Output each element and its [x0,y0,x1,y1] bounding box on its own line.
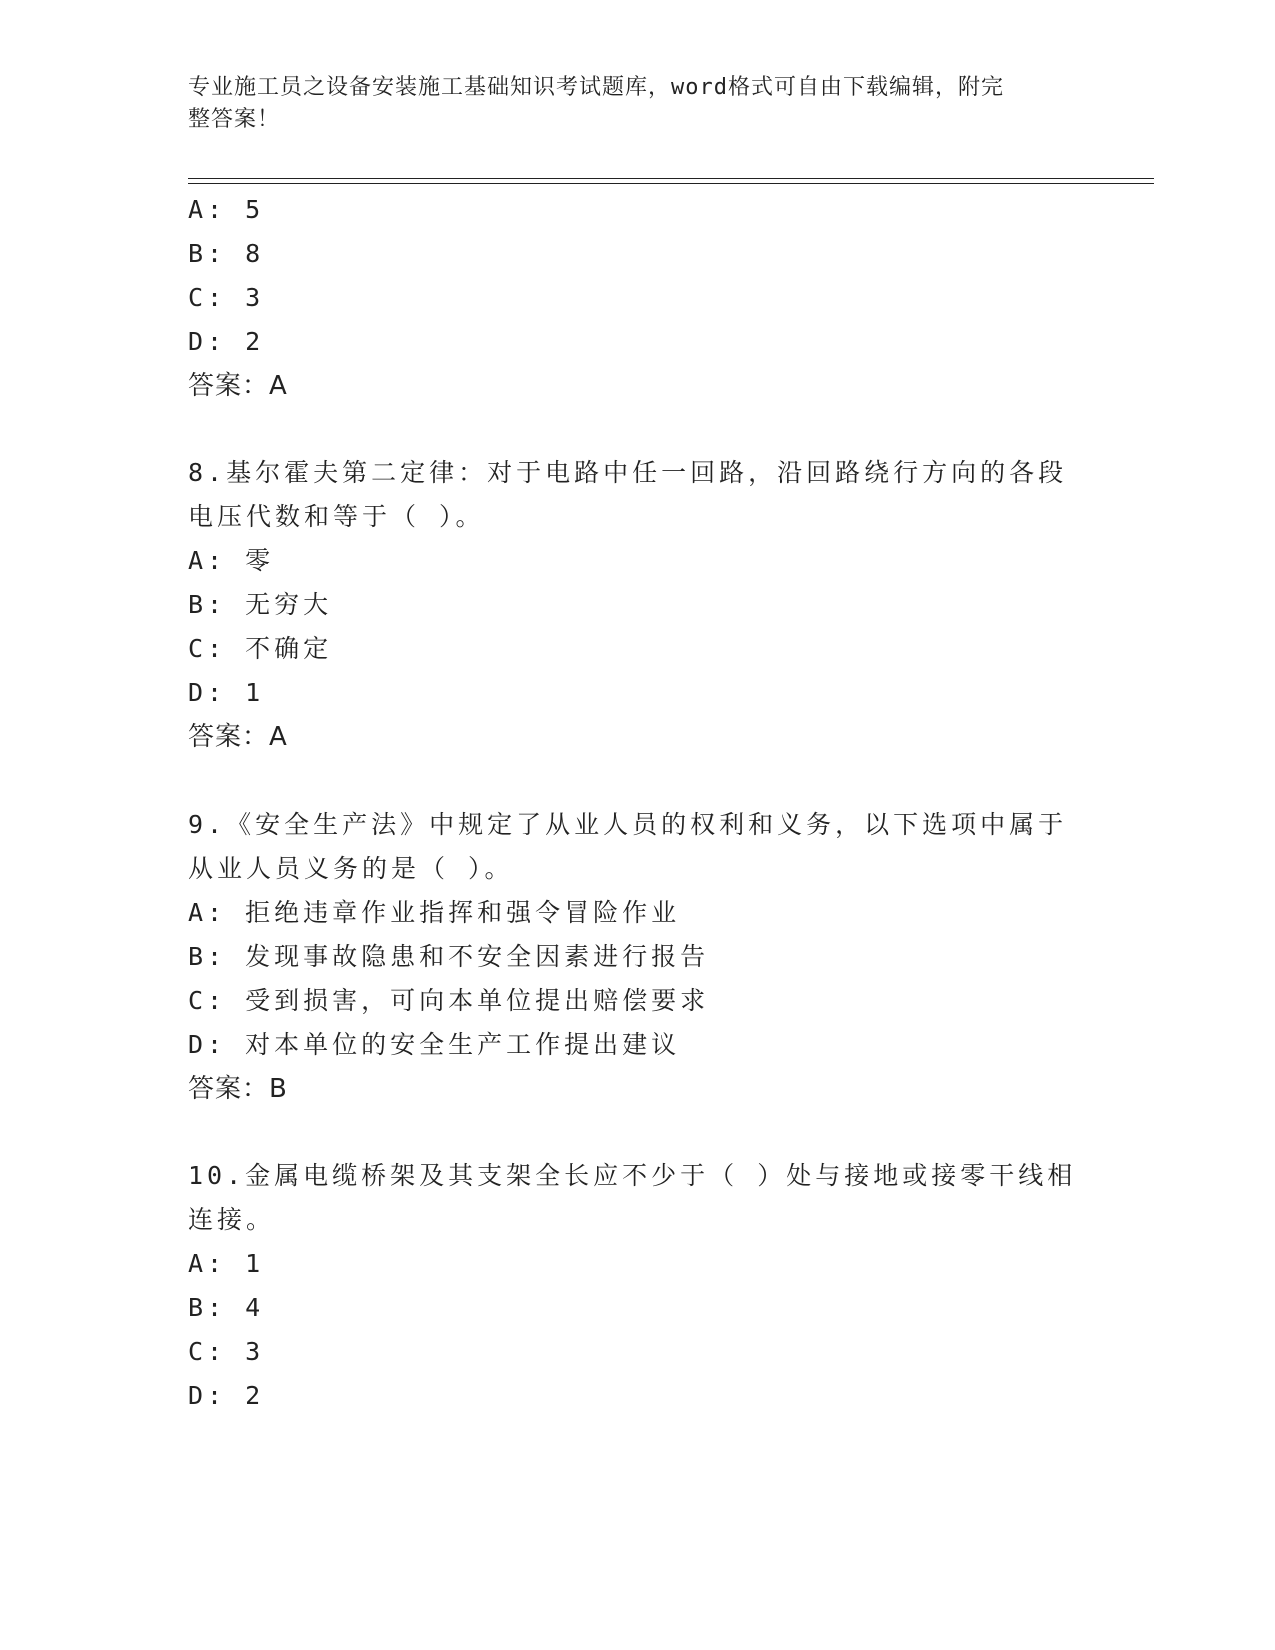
q8-option-c: C: 不确定 [188,634,333,663]
header-line-1: 专业施工员之设备安装施工基础知识考试题库，word格式可自由下载编辑，附完 [188,75,1004,100]
q9-stem-line-1: 9.《安全生产法》中规定了从业人员的权利和义务，以下选项中属于 [188,810,1068,839]
q7-option-c: C: 3 [188,283,265,312]
q7-option-d: D: 2 [188,327,265,356]
q9-option-b: B: 发现事故隐患和不安全因素进行报告 [188,942,710,971]
q9-answer: 答案：B [188,1074,288,1104]
q8-option-a: A: 零 [188,546,275,575]
header-line-2: 整答案！ [188,107,281,132]
document-header [188,72,1068,136]
q9-stem-line-2: 从业人员义务的是（ ）。 [188,854,514,883]
q10-stem-line-1: 10.金属电缆桥架及其支架全长应不少于（ ）处与接地或接零干线相 [188,1161,1077,1190]
q8-stem-line-1: 8.基尔霍夫第二定律：对于电路中任一回路，沿回路绕行方向的各段 [188,458,1068,487]
q8-option-d: D: 1 [188,678,265,707]
q7-option-a: A: 5 [188,195,265,224]
q7-answer: 答案：A [188,371,288,401]
q10-option-d: D: 2 [188,1381,265,1410]
header-divider-bottom [188,183,1154,184]
header-divider-top [188,178,1154,179]
q9-option-c: C: 受到损害，可向本单位提出赔偿要求 [188,986,710,1015]
q9-option-d: D: 对本单位的安全生产工作提出建议 [188,1030,681,1059]
q8-stem-line-2: 电压代数和等于（ ）。 [188,502,485,531]
q10-option-b: B: 4 [188,1293,265,1322]
q10-option-a: A: 1 [188,1249,265,1278]
q8-answer: 答案：A [188,722,288,752]
q8-option-b: B: 无穷大 [188,590,333,619]
q7-option-b: B: 8 [188,239,265,268]
q10-option-c: C: 3 [188,1337,265,1366]
q9-option-a: A: 拒绝违章作业指挥和强令冒险作业 [188,898,681,927]
q10-stem-line-2: 连接。 [188,1205,276,1234]
